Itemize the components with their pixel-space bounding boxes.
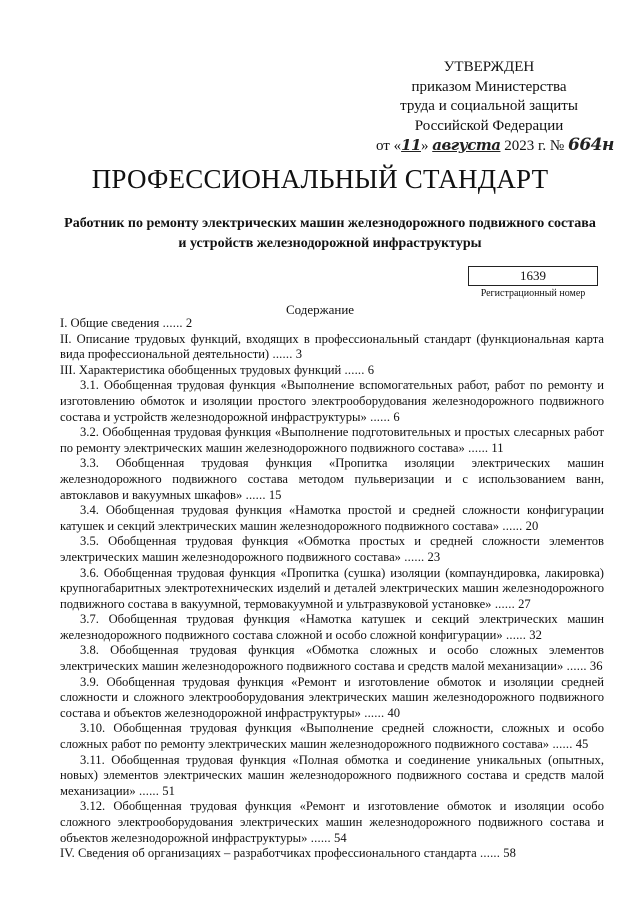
toc-entry [60, 425, 604, 456]
toc-page-number: 3 [292, 347, 303, 362]
toc-leader-dots: ...... [341, 362, 365, 377]
approval-title: УТВЕРЖДЕН [443, 59, 535, 75]
toc-leader-dots: ...... [476, 846, 501, 861]
toc-entry-title: III. Характеристика обобщенных трудовых функций [60, 362, 342, 377]
toc-page-number: 54 [330, 830, 347, 845]
toc-entry [60, 846, 604, 862]
handwritten-order-number: 664н [567, 135, 614, 155]
toc-leader-dots: ...... [563, 659, 587, 674]
toc-entry-title: 3.6. Обобщенная трудовая функция «Пропитка (сушка) изоляции (компаундировка, лакировка) крупногабаритных электротехнических изделий и деталей электрических машин железнодорожного подвижного состава в вакуумной, термовакуумной и ультразвуковой установке» [60, 565, 604, 611]
approval-date-line [376, 135, 614, 157]
toc-page-number: 32 [526, 627, 542, 642]
toc-entry-title: 3.11. Обобщенная трудовая функция «Полная обмотка и соединение уникальных (опытных, новых) элементов электрических машин железнодорожного подвижного состава и средств малой механизации» [60, 752, 604, 798]
toc-entry-title: 3.3. Обобщенная трудовая функция «Пропитка изоляции электрических машин железнодорожного подвижного состава методом пульверизации и с использованием ванн, автоклавов и вакуумных шкафов» [60, 456, 604, 502]
document-title: ПРОФЕССИОНАЛЬНЫЙ СТАНДАРТ [91, 164, 549, 194]
handwritten-month: августа [432, 136, 501, 154]
registration-number-label: Регистрационный номер [480, 288, 586, 299]
date-year: 2023 г. № [500, 138, 568, 154]
toc-page-number: 2 [182, 316, 193, 330]
toc-leader-dots: ...... [366, 409, 391, 424]
approval-order-line: приказом Министерства [411, 78, 567, 95]
toc-entry-title: 3.7. Обобщенная трудовая функция «Намотка катушек и секций электрических машин железнодорожного подвижного состава сложной и особо сложной конфигурации» [60, 612, 604, 642]
toc-entry-title: IV. Сведения об организациях – разработчиках профессионального стандарта [60, 846, 477, 861]
toc-page-number: 15 [265, 487, 282, 502]
toc-entry [60, 643, 604, 674]
toc-leader-dots: ...... [360, 705, 385, 720]
toc-entry [60, 753, 604, 800]
date-mid: » [420, 138, 433, 154]
handwritten-day: 11 [401, 136, 421, 154]
toc-page-number: 40 [384, 705, 401, 720]
toc-entry [60, 456, 604, 503]
toc-entry [60, 612, 604, 643]
approval-ministry-line: труда и социальной защиты [400, 98, 578, 114]
registration-number-box: 1639 [468, 266, 598, 286]
toc-entry [60, 316, 604, 332]
toc-leader-dots: ...... [464, 440, 489, 455]
toc-entry [60, 534, 604, 565]
toc-leader-dots: ...... [242, 487, 266, 502]
toc-entry-title: 3.5. Обобщенная трудовая функция «Обмотка простых и средней сложности элементов электрических машин железнодорожного подвижного состава» [60, 534, 604, 564]
toc-page-number: 6 [364, 362, 375, 377]
toc-leader-dots: ...... [269, 347, 293, 362]
date-prefix: от « [376, 138, 402, 154]
toc-entry [60, 675, 604, 722]
toc-leader-dots: ...... [499, 518, 523, 533]
toc-entry [60, 332, 604, 363]
toc-entry [60, 721, 604, 752]
toc-page-number: 45 [572, 737, 589, 752]
toc-entry-title: 3.1. Обобщенная трудовая функция «Выполнение вспомогательных работ, работ по ремонту и изготовлению обмоток и изоляции простого электрооборудования железнодорожного подвижного состава и устройств железнодорожной инфраструктуры» [60, 378, 604, 424]
toc-entry [60, 799, 604, 846]
approval-country-line: Российской Федерации [414, 117, 564, 134]
toc-page-number: 20 [522, 518, 539, 533]
toc-page-number: 6 [390, 409, 400, 424]
toc-page-number: 36 [586, 659, 603, 674]
toc-entry-title: 3.2. Обобщенная трудовая функция «Выполнение подготовительных и простых слесарных работ по ремонту электрических машин железнодорожного подвижного состава» [60, 425, 604, 455]
toc-page-number: 51 [159, 783, 175, 798]
toc-entry-title: II. Описание трудовых функций, входящих в профессиональный стандарт (функциональная карта вида профессиональной деятельности) [60, 331, 604, 362]
toc-leader-dots: ...... [307, 830, 331, 845]
toc-page-number: 27 [514, 596, 531, 611]
toc-entry [60, 503, 604, 534]
toc-leader-dots: ...... [491, 596, 515, 611]
document-subtitle: Работник по ремонту электрических машин железнодорожного подвижного состава и устройств железнодорожной инфраструктуры [64, 216, 596, 251]
table-of-contents [60, 316, 604, 862]
toc-leader-dots: ...... [400, 549, 425, 564]
toc-leader-dots: ...... [502, 627, 527, 642]
toc-leader-dots: ...... [135, 783, 160, 798]
toc-entry [60, 378, 604, 425]
toc-entry-title: 3.9. Обобщенная трудовая функция «Ремонт и изготовление обмоток и изоляции средней сложности и сложного электрооборудования электрических машин железнодорожного подвижного состава и объектов железнодорожной инфраструктуры» [60, 674, 604, 720]
toc-entry-title: 3.8. Обобщенная трудовая функция «Обмотка сложных и особо сложных элементов электрических машин железнодорожного подвижного состава и средств малой механизации» [60, 643, 604, 674]
toc-entry [60, 363, 604, 379]
toc-page-number: 58 [500, 846, 516, 861]
approval-stamp [376, 58, 614, 157]
toc-entry [60, 566, 604, 613]
toc-page-number: 23 [424, 549, 441, 564]
toc-entry-title: 3.12. Обобщенная трудовая функция «Ремонт и изготовление обмоток и изоляции особо сложного электрооборудования электрических машин железнодорожного подвижного состава и объектов железнодорожной инфраструктуры» [60, 799, 604, 845]
toc-leader-dots: ...... [549, 737, 573, 752]
toc-leader-dots: ...... [159, 316, 183, 330]
toc-entry-title: I. Общие сведения [60, 316, 160, 330]
toc-heading: Содержание [285, 302, 355, 317]
toc-entry-title: 3.4. Обобщенная трудовая функция «Намотка простой и средней сложности конфигурации катушек и секций электрических машин железнодорожного подвижного состава» [60, 503, 604, 533]
toc-page-number: 11 [488, 440, 504, 455]
toc-entry-title: 3.10. Обобщенная трудовая функция «Выполнение средней сложности, сложных и особо сложных работ по ремонту электрических машин железнодорожного подвижного состава» [60, 721, 604, 752]
